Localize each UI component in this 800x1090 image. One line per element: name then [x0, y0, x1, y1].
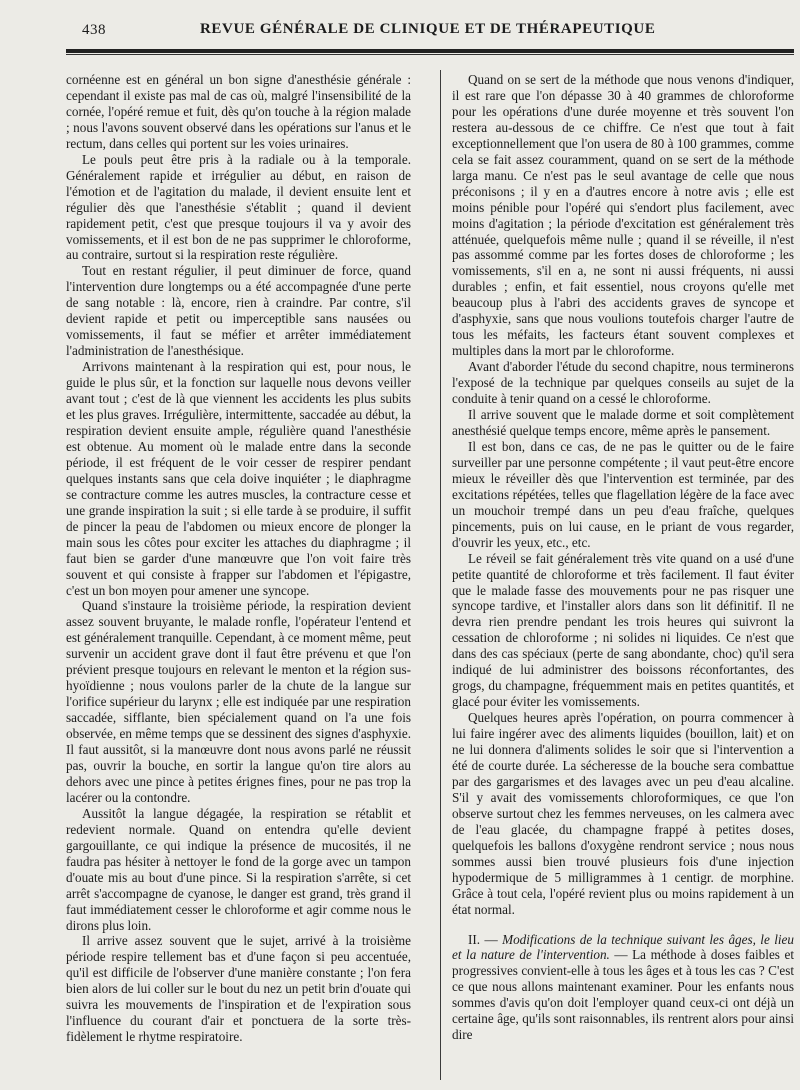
paragraph: Quand s'instaure la troisième période, la respiration devient assez souvent bruyante, le malade ronfle, l'opérateur l'entend et est généralement tranquille. Cependant, à ce moment même, peut survenir un accident grave dont il faut être prévenu et que l'on prévient presque toujours en relevant le menton et la région sus-hyoïdienne ; nous voulons parler de la chute de la langue sur l'orifice supérieur du larynx ; elle est indiquée par une respiration saccadée, sifflante, bien spécialement quand on l'a une fois observée, en même temps que se dessinent des signes d'asphyxie. Il faut aussitôt, si la manœuvre dont nous avons parlé ne réussit pas, ouvrir la bouche, en sortir la langue qu'on tire alors au dehors avec une pince à petites érignes fines, pour ne pas trop la lacérer ou la contondre.	[66, 598, 411, 805]
paragraph: Le pouls peut être pris à la radiale ou à la temporale. Généralement rapide et irrégulier au début, en raison de l'émotion et de l'agitation du malade, il devient ensuite lent et régulier dès que l'anesthésie s'établit ; quand il devient rapidement petit, c'est que presque toujours il va y avoir des vomissements, et il est bon de ne pas supprimer le chloroforme, au contraire, surtout si la respiration reste régulière.	[66, 151, 411, 263]
left-column	[66, 72, 411, 1045]
header-rule	[66, 49, 794, 55]
paragraph: Il arrive assez souvent que le sujet, arrivé à la troisième période respire tellement bas et d'une façon si peu accentuée, qu'il est difficile de l'observer d'une manière constante ; l'on fera bien alors de lui coller sur le bout du nez un petit brin d'ouate qui suivra les mouvements de l'inspiration et de l'expiration sous l'influence du courant d'air et ponctuera de la sorte très-fidèlement le rhytme respiratoire.	[66, 933, 411, 1045]
paragraph: Arrivons maintenant à la respiration qui est, pour nous, le guide le plus sûr, et la fonction sur laquelle nous devons veiller avant tout ; c'est de là que viennent les accidents les plus subits et les plus graves. Irrégulière, intermittente, saccadée au début, la respiration devient ensuite ample, régulière quand l'anesthésie est obtenue. Au moment où le malade entre dans la seconde période, il est fréquent de le voir cesser de respirer pendant quelques instants sans que cela doive inquiéter ; le diaphragme se contracture comme les autres muscles, la contracture cesse et une grande inspiration la suit ; si elle tarde à se produire, il suffit de pincer la peau de l'abdomen ou mieux encore de plonger la main sous les côtes pour exciter les attaches du diaphragme ; il faut bien se garder d'une manœuvre que l'on voit faire très souvent et qui consiste à frapper sur l'abdomen et l'épigastre, c'est un bon moyen pour amener une syncope.	[66, 359, 411, 598]
section-title: Modifications de la technique suivant les âges, le lieu et la nature de l'intervention.	[452, 931, 794, 963]
paragraph: Il arrive souvent que le malade dorme et soit complètement anesthésié quelque temps encore, même après le pansement.	[452, 407, 794, 438]
paragraph: Avant d'aborder l'étude du second chapitre, nous terminerons l'exposé de la technique par quelques conseils au sujet de la conduite à tenir quand on a cessé le chloroforme.	[452, 359, 794, 407]
column-divider	[440, 70, 441, 1080]
paragraph: Aussitôt la langue dégagée, la respiration se rétablit et redevient normale. Quand on entendra qu'elle devient gargouillante, ce qui indique la présence de mucosités, il ne faudra pas hésiter à nettoyer le fond de la gorge avec un tampon d'ouate mis au bout d'une pince. Si la respiration s'arrête, si cet arrêt s'accompagne de cyanose, le danger est grand, très grand il faut immédiatement cesser le chloroforme et agir comme nous le dirons plus loin.	[66, 805, 411, 933]
section-numeral: II. —	[468, 931, 498, 947]
paragraph: Quand on se sert de la méthode que nous venons d'indiquer, il est rare que l'on dépasse 30 à 40 grammes de chloroforme pour les opérations d'une durée moyenne et très souvent l'on restera au-dessous de ce chiffre. Ce n'est que tout à fait exceptionnellement que l'on usera de 80 à 100 grammes, comme cela se fait assez couramment, quand on se sert de la méthode larga manu. Ce n'est pas le seul avantage de celle que nous préconisons ; il y en a d'autres encore à notre avis ; elle est moins pénible pour l'opéré qui s'endort plus facilement, avec moins d'agitation ; la période d'excitation est généralement très atténuée, quelquefois même nulle ; quand il se réveille, il n'est pas assommé comme par les fortes doses de chloroforme ; les vomissements, s'il en a, ne sont ni aussi fréquents, ni aussi durables ; enfin, et fait essentiel, nous croyons qu'elle met beaucoup plus à l'abri des accidents graves de syncope et d'asphyxie, sans que nous voulions toutefois charger l'autre de tous les méfaits, les facteurs étant souvent complexes et multiples dans la mort par le chloroforme.	[452, 72, 794, 359]
paragraph: Tout en restant régulier, il peut diminuer de force, quand l'intervention dure longtemps ou a été accompagnée d'une perte de sang notable : là, encore, rien à craindre. Par contre, s'il devient rapide et petit ou imperceptible sans nausées ou vomissements, il faut se méfier et arrêter immédiatement l'administration de l'anesthésique.	[66, 263, 411, 359]
section-text: — La méthode à doses faibles et progressives convient-elle à tous les âges et à tous les cas ? C'est ce que nous allons maintenant examiner. Pour les enfants nous sommes d'avis qu'on doit l'employer quand ceux-ci ont déjà un certaine âge, qu'ils sont raisonnables, ils rentrent alors pour ainsi dire	[452, 947, 794, 1043]
page-number: 438	[82, 22, 106, 38]
paragraph: Il est bon, dans ce cas, de ne pas le quitter ou de le faire surveiller par une personne compétente ; il vaut peut-être encore mieux le réveiller dès que l'intervention est terminée, par des excitations répétées, telles que flagellation légère de la face avec un mouchoir trempé dans un peu d'eau fraîche, quelques pincements, puis on lui cause, en le priant de vous regarder, d'ouvrir les yeux, etc., etc.	[452, 438, 794, 550]
paragraph: Quelques heures après l'opération, on pourra commencer à lui faire ingérer avec des aliments liquides (bouillon, lait) et on ne lui donnera d'aliments solides le soir que si l'intervention a été de courte durée. La sécheresse de la bouche sera combattue par des gargarismes et des lavages avec un peu d'eau alcaline. S'il y avait des vomissements chloroformiques, ce que l'on observe surtout chez les femmes nerveuses, on les calmera avec de l'eau glacée, du champagne frappé à petites doses, quelquefois les ballons d'oxygène rendront service ; nous nous sommes aussi bien trouvé plusieurs fois d'une injection hypodermique de 5 milligrammes à 1 centigr. de morphine. Grâce à tout cela, l'opéré revient plus ou moins rapidement à un état normal.	[452, 710, 794, 917]
section-heading-paragraph	[452, 932, 794, 1044]
paragraph: cornéenne est en général un bon signe d'anesthésie générale : cependant il existe pas mal de cas où, malgré l'insensibilité de la cornée, l'opéré remue et fuit, dès qu'on touche à la région malade ; nous l'avons souvent observé dans les opérations sur l'anus et le rectum, dans celles qui portent sur les voies urinaires.	[66, 72, 411, 151]
running-head: REVUE GÉNÉRALE DE CLINIQUE ET DE THÉRAPEUTIQUE	[200, 21, 656, 37]
paragraph: Le réveil se fait généralement très vite quand on a usé d'une petite quantité de chloroforme et très facilement. Il faut éviter que le malade fasse des mouvements pour ne pas risquer une syncope tardive, et l'installer alors dans son lit définitif. Il ne devra rien prendre pendant les trois heures qui suivront la cessation de chloroforme ; ni solides ni liquides. Ce n'est que dans des cas spéciaux (perte de sang abondante, choc) qu'il sera indiqué de lui administrer des boissons réconfortantes, des grogs, du champagne, fréquemment mais en petites quantités, et glacé pour éviter les vomissements.	[452, 550, 794, 710]
right-column	[452, 72, 794, 1043]
